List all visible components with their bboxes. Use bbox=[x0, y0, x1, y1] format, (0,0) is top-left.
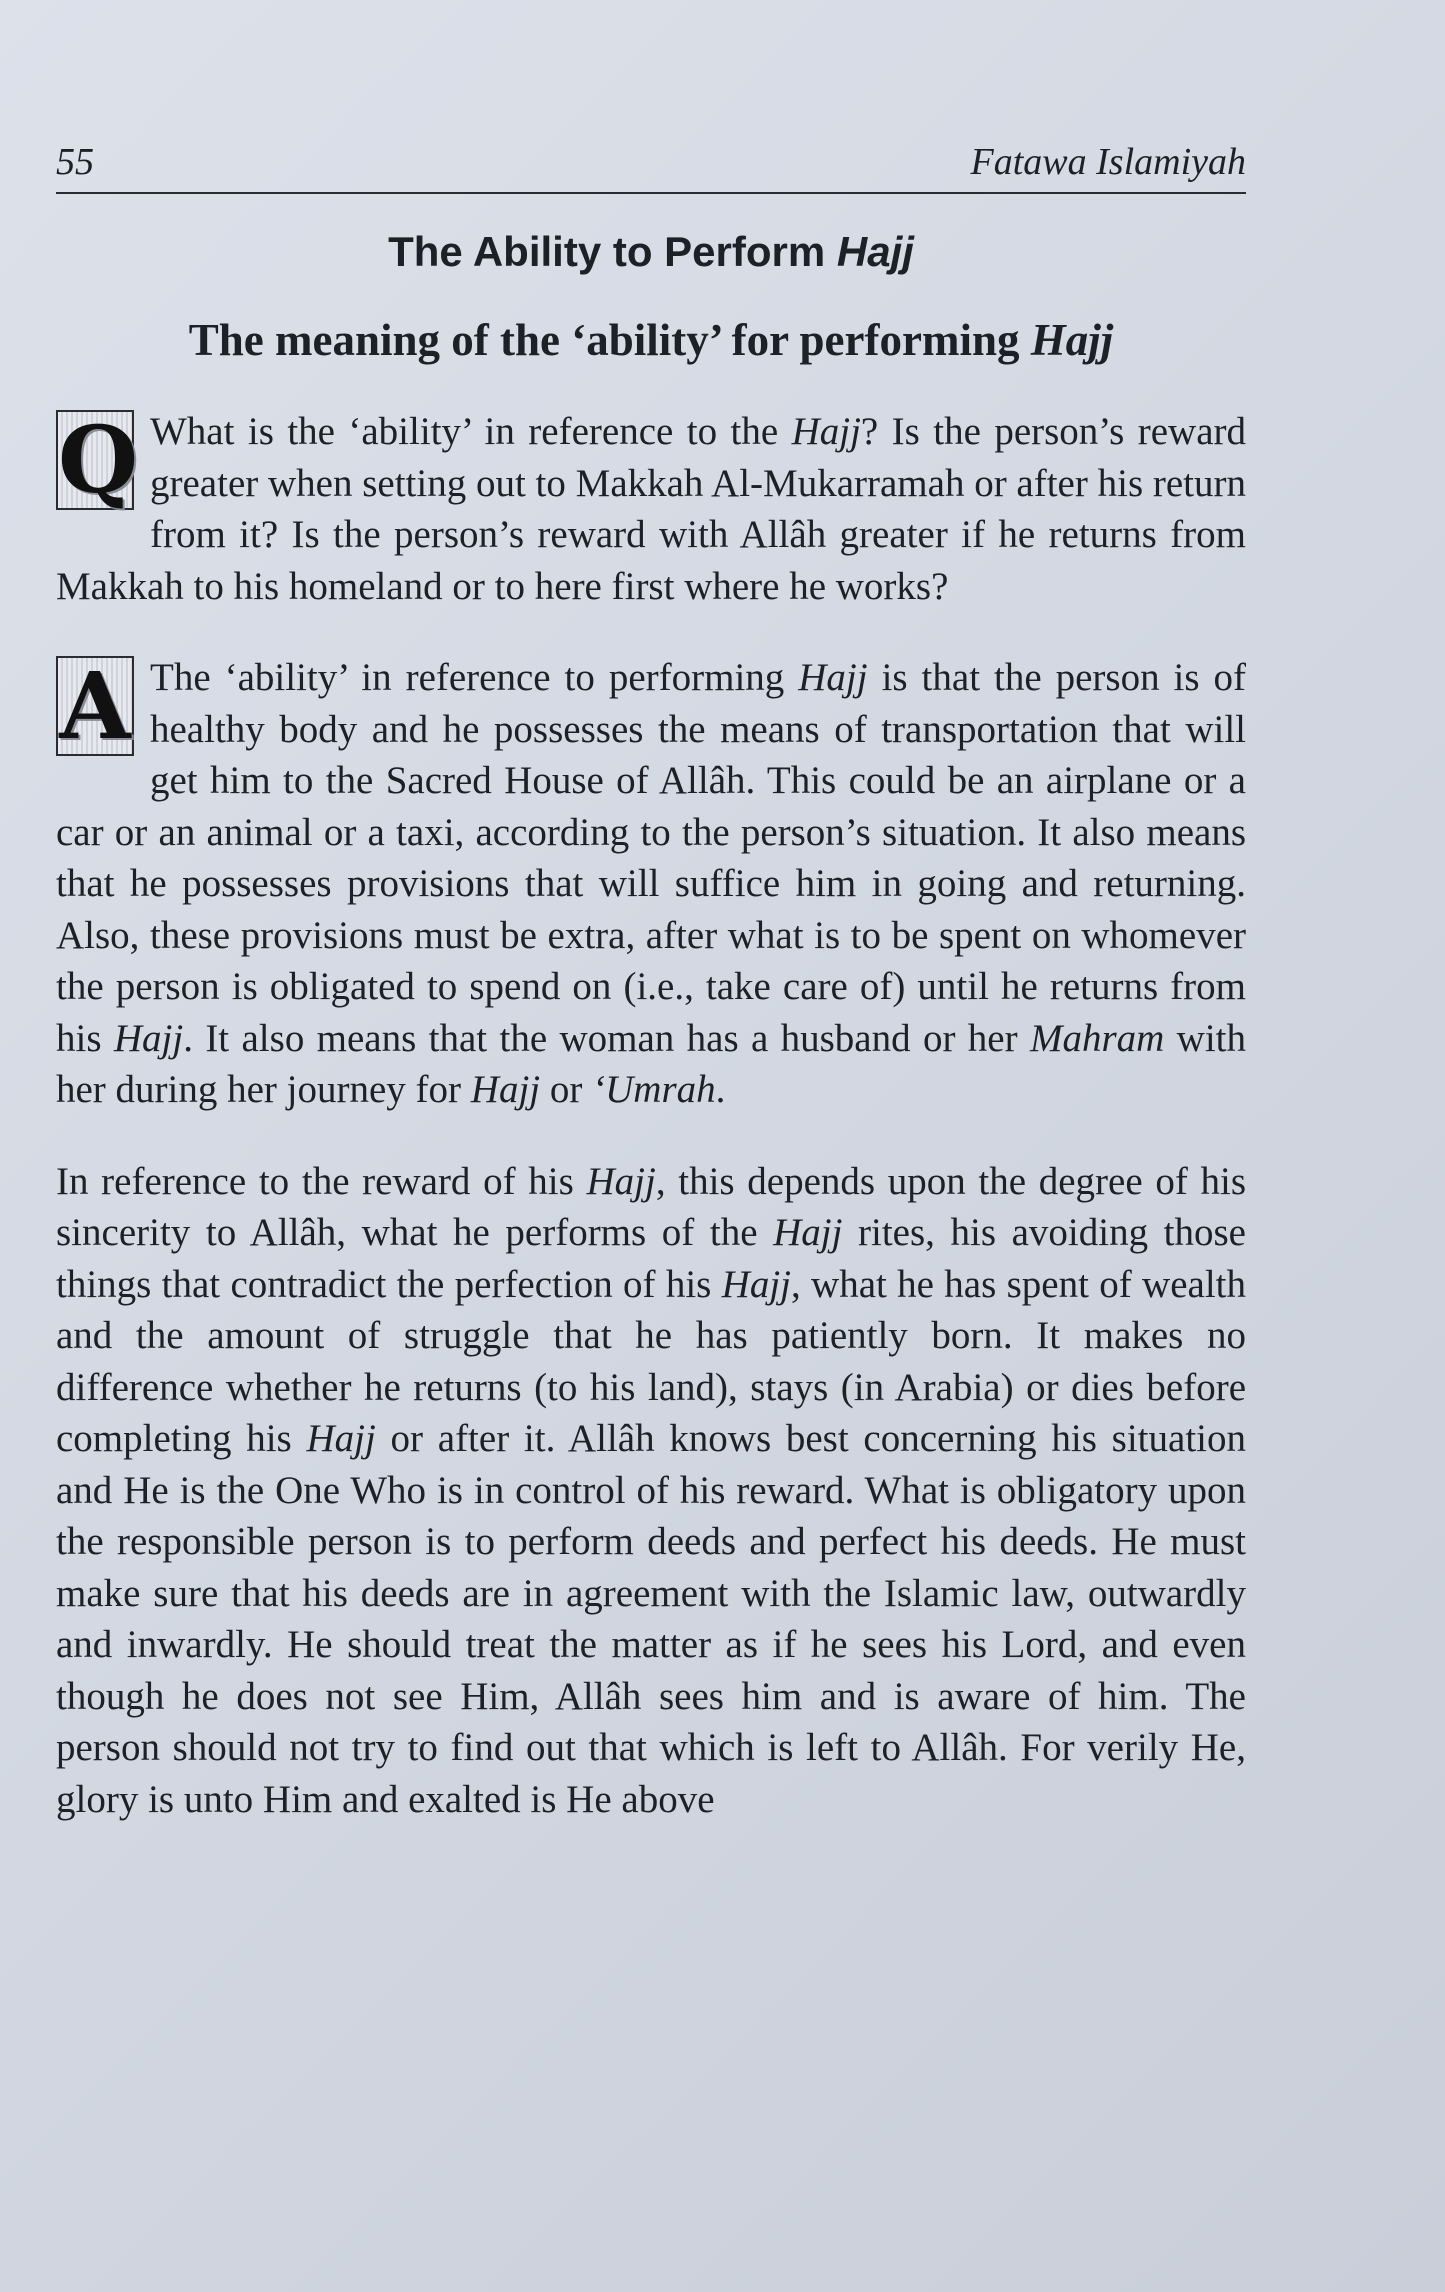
question-text: What is the ‘ability’ in reference to the bbox=[150, 410, 792, 453]
body-text: , this depends upon the degree of his sincerity to Allâh, what he performs of the bbox=[56, 1159, 1246, 1254]
section-title-text: The meaning of the ‘ability’ for performing bbox=[188, 315, 1031, 365]
body-italic: Hajj bbox=[306, 1417, 376, 1460]
question-dropcap: Q bbox=[58, 406, 139, 514]
answer-italic: ‘Umrah bbox=[592, 1068, 716, 1111]
body-italic: Hajj bbox=[721, 1262, 791, 1306]
body-text: In reference to the reward of his bbox=[56, 1159, 587, 1203]
answer-text: . bbox=[715, 1068, 726, 1111]
answer-dropcap: A bbox=[56, 656, 134, 756]
answer-text: . It also means that the woman has a husband or her bbox=[183, 1016, 1030, 1060]
question-italic: Hajj bbox=[791, 410, 861, 453]
body-text: or after it. Allâh knows best concerning his situation and He is the One Who is in control of his reward. What is obligatory upon the responsible person is to perform deeds and perfect his deeds. He must make sure that his deeds are in agreement with the Islamic law, outwardly and inwardly. He should treat the matter as if he sees his Lord, and even though he does not see Him, Allâh sees him and is aware of him. The person should not try to find out that which is left to Allâh. For verily He, glory is unto Him and exalted is He above bbox=[56, 1417, 1246, 1821]
answer-text: or bbox=[540, 1068, 593, 1111]
answer-italic: Mahram bbox=[1029, 1016, 1165, 1060]
running-header bbox=[56, 140, 1246, 194]
answer-italic: Hajj bbox=[113, 1016, 184, 1060]
question-text: ? Is the person’s reward greater when setting out to Makkah Al-Mukarramah or after his return from it? Is the person’s reward with Allâh greater if he returns from Makkah to his homeland or to here first where he works? bbox=[56, 410, 1246, 608]
body-paragraph bbox=[56, 1156, 1246, 1826]
book-page bbox=[56, 140, 1246, 1825]
body-text: , what he has spent of wealth and the amount of struggle that he has patiently born. It makes no difference whether he returns (to his land), stays (in Arabia) or dies before completing his bbox=[56, 1262, 1246, 1460]
body-text: rites, his avoiding those things that contradict the perfection of his bbox=[56, 1211, 1246, 1306]
chapter-title-italic: Hajj bbox=[836, 228, 914, 275]
page-number: 55 bbox=[56, 141, 94, 183]
section-title bbox=[56, 314, 1246, 366]
body-italic: Hajj bbox=[586, 1159, 656, 1203]
answer-italic: Hajj bbox=[470, 1068, 541, 1111]
answer-text: with her during her journey for bbox=[56, 1016, 1246, 1111]
book-title: Fatawa Islamiyah bbox=[970, 141, 1246, 183]
answer-italic: Hajj bbox=[798, 656, 868, 699]
answer-text: The ‘ability’ in reference to performing bbox=[150, 656, 799, 699]
answer-paragraph bbox=[56, 652, 1246, 1116]
chapter-title bbox=[56, 228, 1246, 276]
question-paragraph bbox=[56, 406, 1246, 612]
body-italic: Hajj bbox=[773, 1211, 843, 1254]
answer-text: is that the person is of healthy body and he possesses the means of transportation that will get him to the Sacred House of Allâh. This could be an airplane or a car or an animal or a taxi, according to the person’s situation. It also means that he possesses provisions that will suffice him in going and returning. Also, these provisions must be extra, after what is to be spent on whomever the person is obligated to spend on (i.e., take care of) until he returns from his bbox=[56, 656, 1246, 1060]
chapter-title-text: The Ability to Perform bbox=[388, 228, 837, 275]
section-title-italic: Hajj bbox=[1030, 315, 1114, 365]
